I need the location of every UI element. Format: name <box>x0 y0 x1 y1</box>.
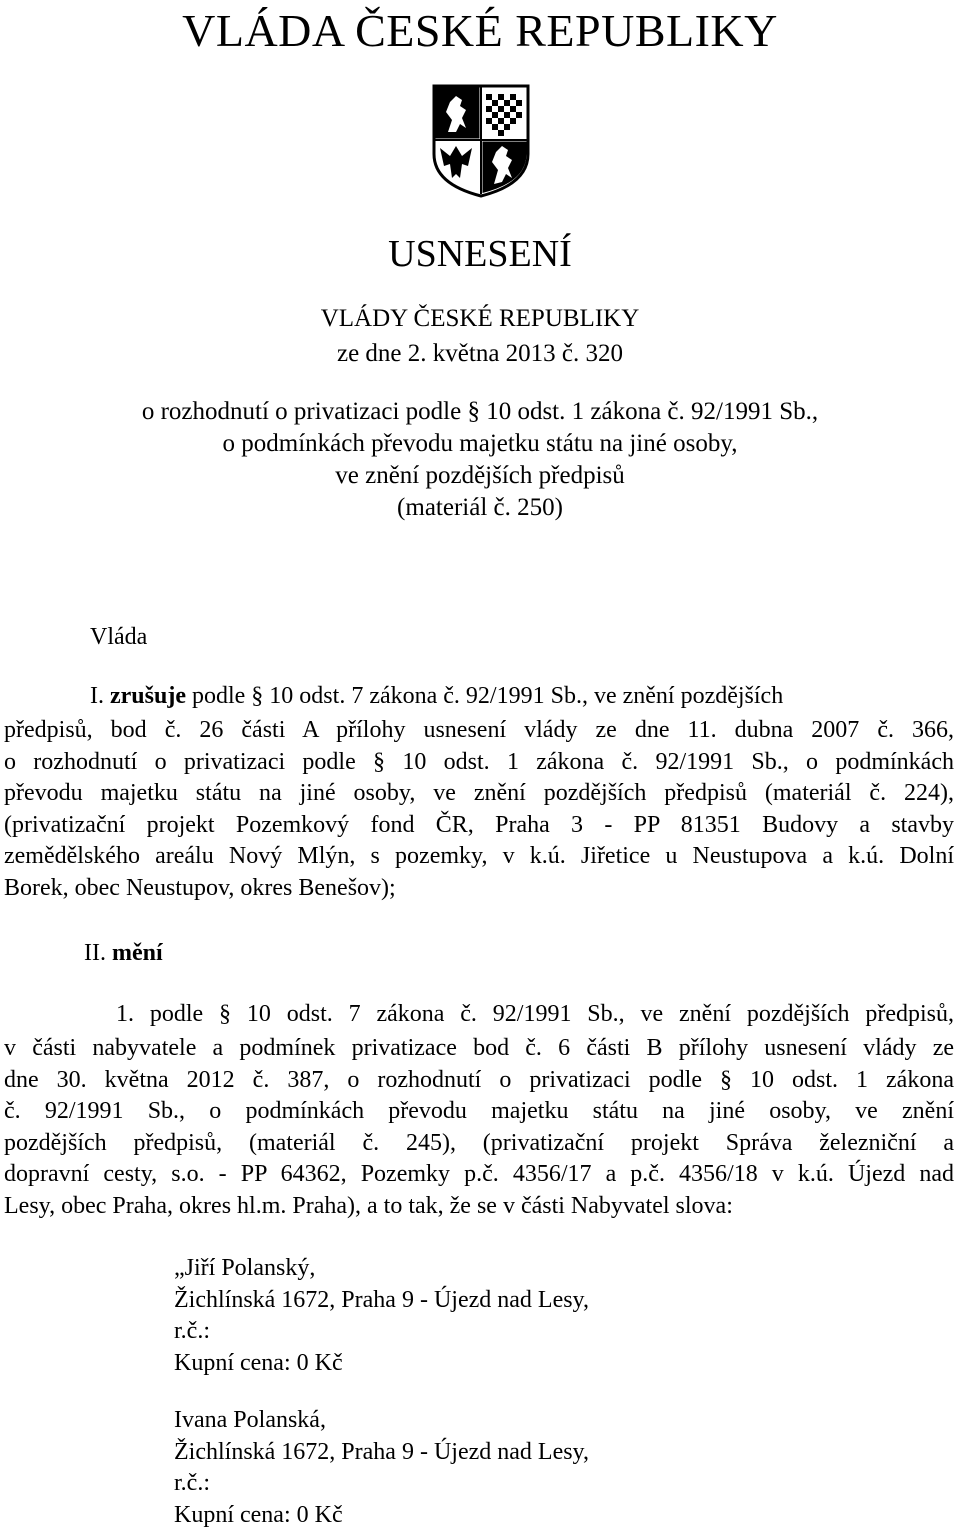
coat-of-arms-emblem <box>432 84 530 203</box>
buyer-block <box>174 1405 589 1531</box>
body-line: dne 30. května 2012 č. 387, o rozhodnutí o privatizaci podle § 10 odst. 1 zákona <box>4 1066 954 1093</box>
section-number: I. <box>90 683 104 709</box>
section-ii-item-first-line: 1. podle § 10 odst. 7 zákona č. 92/1991 Sb., ve znění pozdějších předpisů, <box>116 1001 954 1027</box>
government-label: Vláda <box>90 624 148 650</box>
body-line: č. 92/1991 Sb., o podmínkách převodu majetku státu na jiné osoby, ve znění <box>4 1098 954 1124</box>
subject-line: (materiál č. 250) <box>397 494 563 521</box>
subject-line: o podmínkách převodu majetku státu na jiné osoby, <box>222 430 738 457</box>
buyer-address: Žichlínská 1672, Praha 9 - Újezd nad Lesy, <box>174 1438 589 1465</box>
section-text: podle § 10 odst. 7 zákona č. 92/1991 Sb., ve znění pozdějších <box>185 683 784 709</box>
subject-line: o rozhodnutí o privatizaci podle § 10 odst. 1 zákona č. 92/1991 Sb., <box>141 398 819 425</box>
body-line: pozdějších předpisů, (materiál č. 245), (privatizační projekt Správa železniční a <box>4 1129 954 1156</box>
body-line: v části nabyvatele a podmínek privatizace bod č. 6 části B přílohy usnesení vlády ze <box>4 1035 954 1061</box>
section-ii-heading <box>84 940 163 967</box>
section-number: II. <box>84 940 106 966</box>
subject-line: ve znění pozdějších předpisů <box>335 462 625 489</box>
buyer-price: Kupní cena: 0 Kč <box>174 1501 343 1528</box>
body-line: převodu majetku státu na jiné osoby, ve znění pozdějších předpisů (materiál č. 224), <box>4 780 954 806</box>
body-line: dopravní cesty, s.o. - PP 64362, Pozemky p.č. 4356/17 a p.č. 4356/18 v k.ú. Újezd nad <box>4 1161 954 1187</box>
section-verb: zrušuje <box>110 683 186 709</box>
buyer-rc: r.č.: <box>174 1318 210 1344</box>
document-heading: USNESENÍ <box>388 233 572 275</box>
buyer-address: Žichlínská 1672, Praha 9 - Újezd nad Lesy, <box>174 1286 589 1313</box>
buyer-price: Kupní cena: 0 Kč <box>174 1349 343 1376</box>
buyer-block <box>174 1253 589 1379</box>
section-i-first-line <box>90 683 783 710</box>
buyer-name: „Jiří Polanský, <box>174 1255 316 1281</box>
body-line: Lesy, obec Praha, okres hl.m. Praha), a to tak, že se v části Nabyvatel slova: <box>4 1192 733 1219</box>
issuer-line: VLÁDY ČESKÉ REPUBLIKY <box>320 305 640 332</box>
section-verb: mění <box>111 940 163 966</box>
date-line: ze dne 2. května 2013 č. 320 <box>336 340 624 367</box>
body-line: předpisů, bod č. 26 části A přílohy usnesení vlády ze dne 11. dubna 2007 č. 366, <box>4 717 954 743</box>
body-line: zemědělského areálu Nový Mlýn, s pozemky, v k.ú. Jiřetice u Neustupova a k.ú. Dolní <box>4 843 954 869</box>
body-line: o rozhodnutí o privatizaci podle § 10 odst. 1 zákona č. 92/1991 Sb., o podmínkách <box>4 748 954 775</box>
buyer-name: Ivana Polanská, <box>174 1407 326 1433</box>
section-i-body <box>4 715 954 904</box>
section-ii-body <box>4 1033 954 1222</box>
body-line: Borek, obec Neustupov, okres Benešov); <box>4 874 396 901</box>
government-title: VLÁDA ČESKÉ REPUBLIKY <box>182 5 778 56</box>
buyer-rc: r.č.: <box>174 1470 210 1496</box>
body-line: (privatizační projekt Pozemkový fond ČR, Praha 3 - PP 81351 Budovy a stavby <box>4 811 954 838</box>
